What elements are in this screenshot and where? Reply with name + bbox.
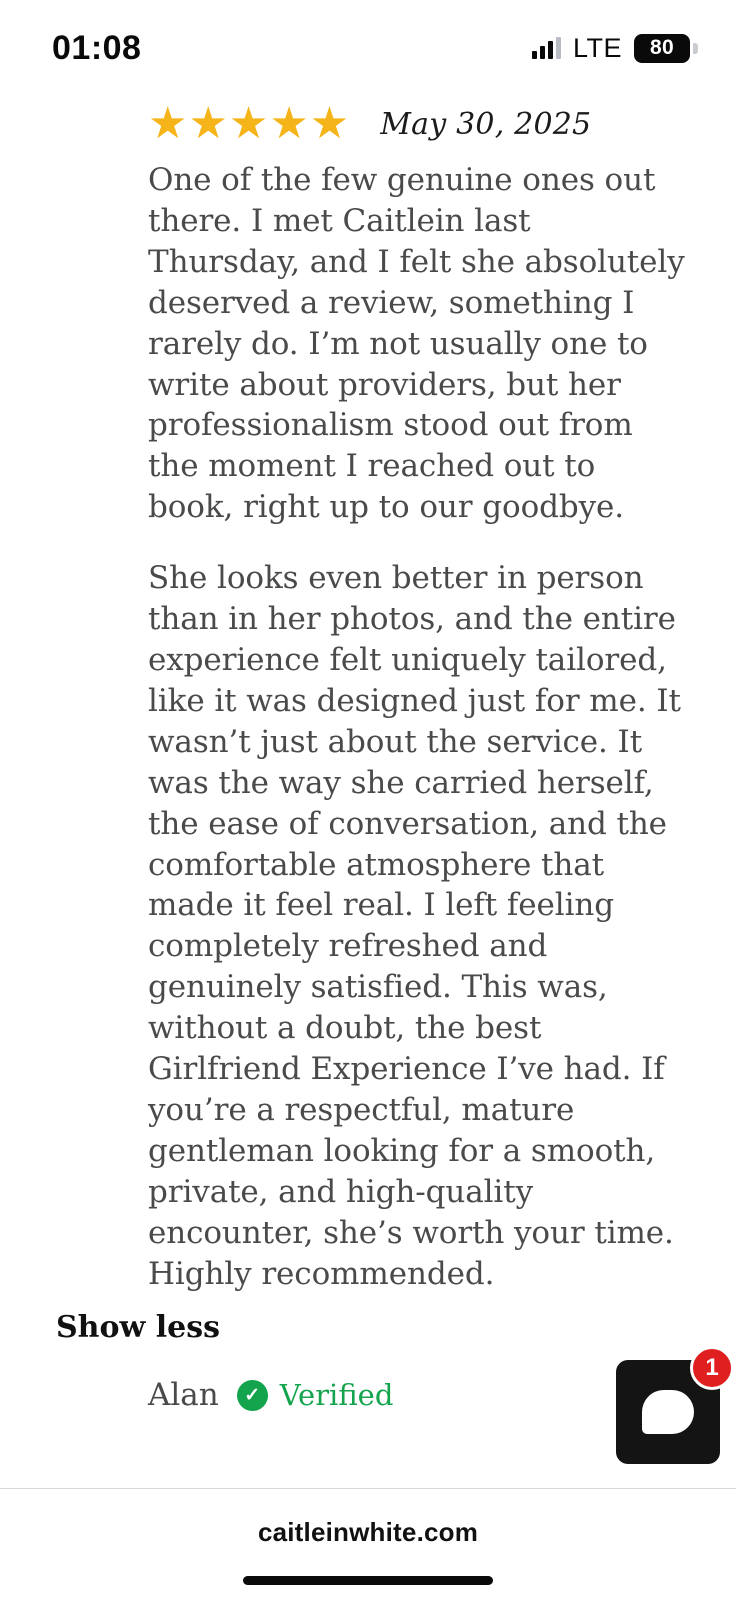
review-paragraph: She looks even better in person than in her photos, and the entire experience felt uniquely tailored, like it was designed just for me. It wasn’t just about the service. It was the way she carried herself, the ease of conversation, and the comfortable atmosphere that made it feel real. I left feeling completely refreshed and genuinely satisfied. This was, without a doubt, the best Girlfriend Experience I’ve had. If you’re a respectful, mature gentleman looking for a smooth, private, and high-quality encounter, she’s worth your time. Highly recommended. <box>148 560 681 1292</box>
review-date: May 30, 2025 <box>380 106 592 142</box>
battery-icon <box>634 34 690 63</box>
cellular-bars-icon <box>532 37 561 59</box>
star-rating-icon: ★★★★★ <box>148 99 351 148</box>
review-text <box>40 160 696 1294</box>
status-bar-clock: 01:08 <box>52 28 142 67</box>
check-circle-icon: ✓ <box>237 1380 268 1411</box>
status-badge <box>237 1378 394 1412</box>
reviewer-info <box>40 1345 696 1413</box>
status-bar <box>0 0 736 96</box>
show-less-button[interactable]: Show less <box>56 1310 221 1346</box>
verified-label: Verified <box>279 1378 394 1413</box>
home-indicator[interactable] <box>243 1576 493 1585</box>
review-content <box>0 96 736 1488</box>
network-type-label: LTE <box>572 32 622 63</box>
chat-widget-button[interactable] <box>616 1354 720 1464</box>
chat-unread-badge: 1 <box>690 1346 734 1390</box>
reviewer-name: Alan <box>148 1377 219 1414</box>
browser-bottom-bar <box>0 1488 736 1600</box>
review-header <box>40 96 696 160</box>
chat-bubble-icon <box>642 1390 694 1434</box>
review-paragraph: One of the few genuine ones out there. I met Caitlein last Thursday, and I felt she absolutely deserved a review, something I rarely do. I’m not usually one to write about providers, but her professionalism stood out from the moment I reached out to book, right up to our goodbye. <box>148 162 685 526</box>
battery-percent-label: 80 <box>650 36 674 59</box>
status-bar-indicators <box>532 33 690 64</box>
address-bar-url[interactable]: caitleinwhite.com <box>257 1517 479 1547</box>
